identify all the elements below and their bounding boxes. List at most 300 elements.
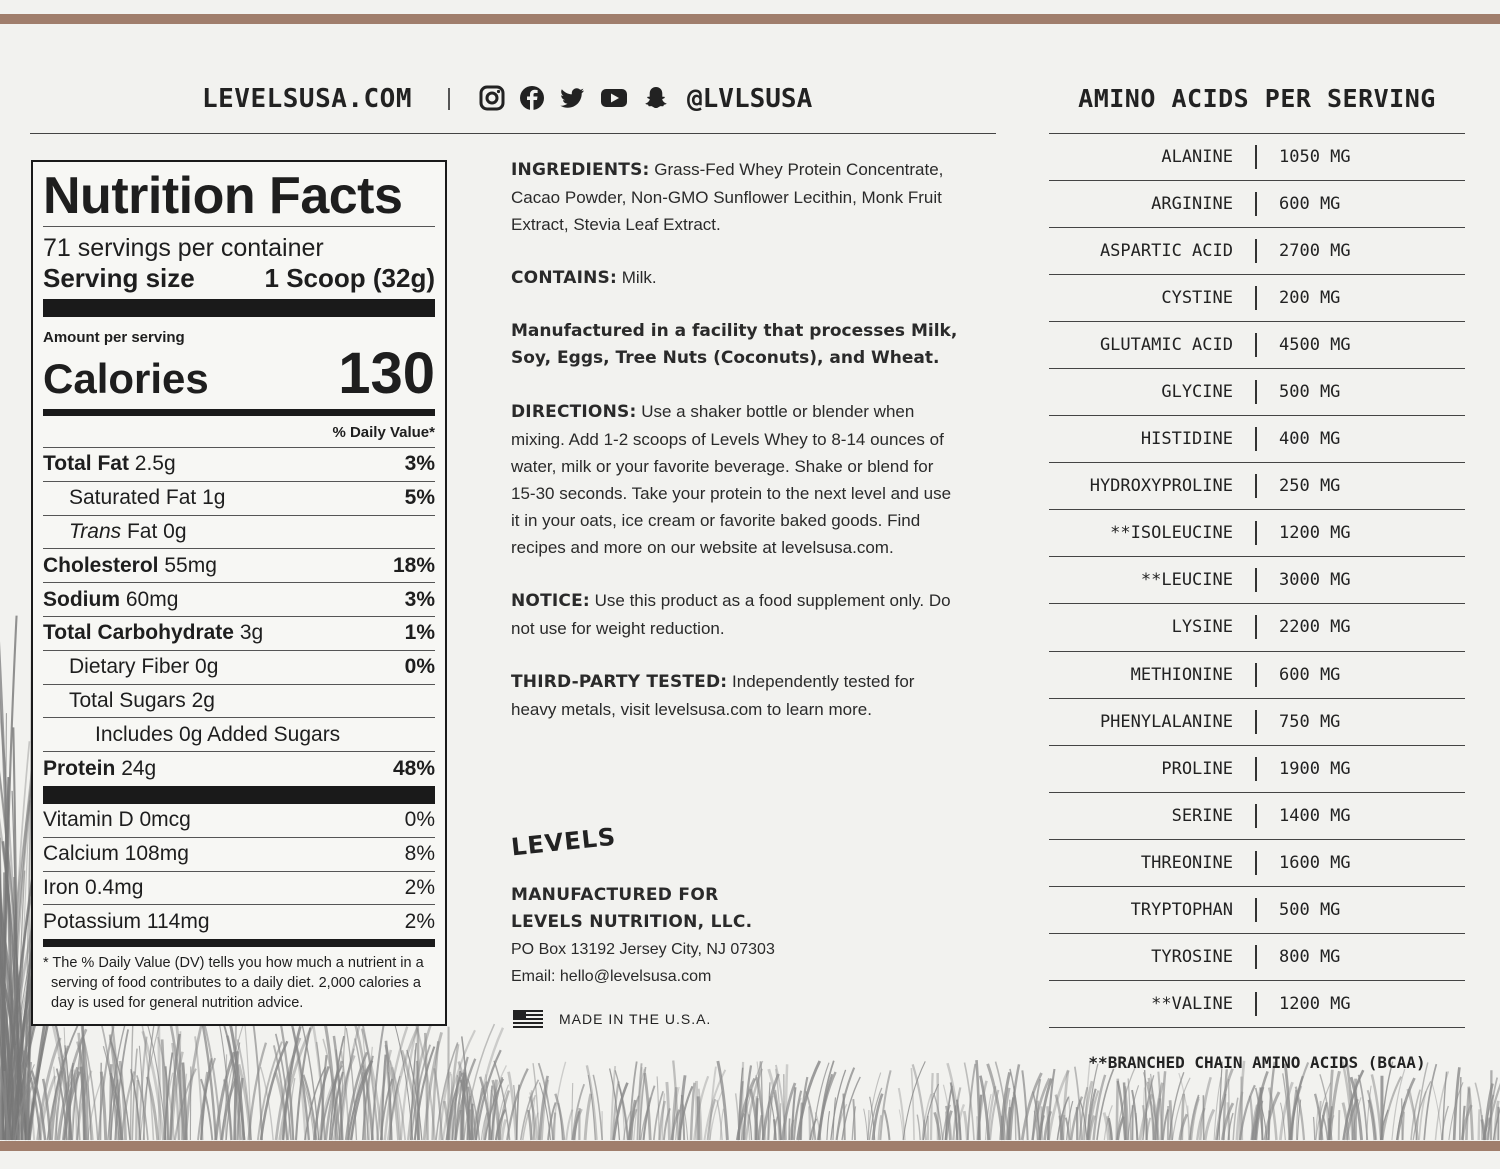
amino-value: 2700 MG <box>1279 241 1351 262</box>
grass-blade <box>165 1052 172 1140</box>
grass-blade <box>289 1014 309 1140</box>
grass-blade <box>88 1076 103 1140</box>
grass-blade <box>1409 1087 1416 1140</box>
grass-blade <box>1460 1077 1461 1140</box>
grass-blade <box>903 1061 925 1140</box>
grass-blade <box>789 1118 790 1140</box>
grass-blade <box>813 1063 829 1140</box>
nutrient-amount: 3g <box>239 621 264 645</box>
grass-blade <box>55 1046 67 1140</box>
grass-blade <box>1403 1112 1404 1140</box>
ingredients-block <box>511 156 961 238</box>
grass-blade <box>530 1092 535 1140</box>
grass-blade <box>1089 1116 1094 1140</box>
grass-blade <box>955 1105 957 1140</box>
grass-blade <box>476 1050 501 1140</box>
grass-blade <box>15 1064 34 1140</box>
snapchat-icon[interactable] <box>642 84 670 112</box>
grass-blade <box>365 1070 373 1140</box>
grass-blade <box>171 1052 182 1140</box>
grass-blade <box>951 1082 958 1140</box>
social-handle[interactable]: @LVLSUSA <box>687 84 813 114</box>
grass-blade <box>65 1045 71 1140</box>
amino-divider <box>1255 474 1257 498</box>
amino-value: 1200 MG <box>1279 993 1351 1014</box>
amino-value: 500 MG <box>1279 899 1341 920</box>
notice-label: NOTICE: <box>511 591 590 611</box>
daily-value-header: % Daily Value* <box>43 416 435 448</box>
grass-blade <box>57 1069 67 1140</box>
amino-row <box>1049 322 1465 369</box>
grass-blade <box>718 1061 728 1140</box>
grass-blade <box>1163 1109 1168 1140</box>
grass-blade <box>407 1050 422 1140</box>
grass-blade <box>911 1068 914 1140</box>
grass-blade <box>416 1024 435 1140</box>
made-in-usa <box>513 1010 711 1028</box>
grass-blade <box>988 1064 1003 1140</box>
grass-blade <box>673 1087 677 1140</box>
grass-blade <box>1443 1072 1447 1140</box>
nutrient-name: Total Sugars <box>69 688 186 712</box>
grass-blade <box>0 662 9 1140</box>
amino-divider <box>1255 568 1257 592</box>
grass-blade <box>1033 1091 1040 1140</box>
grass-blade <box>1153 1105 1154 1140</box>
grass-blade <box>1368 1090 1377 1140</box>
vitamin-name: Calcium 108mg <box>43 842 189 866</box>
grass-blade <box>491 1077 502 1140</box>
header-divider <box>448 88 450 110</box>
grass-blade <box>1118 1116 1124 1140</box>
grass-blade <box>336 1049 342 1140</box>
grass-blade <box>1256 1088 1263 1140</box>
amino-table <box>1049 133 1465 1028</box>
grass-blade <box>1071 1097 1082 1140</box>
grass-blade <box>77 1042 92 1140</box>
amino-row <box>1049 463 1465 510</box>
nutrient-amount: 2g <box>191 688 215 712</box>
thick-divider <box>43 786 435 804</box>
amino-row <box>1049 557 1465 604</box>
amino-row <box>1049 510 1465 557</box>
nutrient-row-cholesterol <box>43 549 435 583</box>
grass-blade <box>224 1079 231 1140</box>
grass-blade <box>618 1084 628 1140</box>
website-link[interactable]: LEVELSUSA.COM <box>202 84 412 114</box>
amino-value: 500 MG <box>1279 382 1341 403</box>
grass-blade <box>1296 1087 1304 1140</box>
amino-value: 1400 MG <box>1279 805 1351 826</box>
grass-blade <box>3 713 6 1140</box>
amino-name: SERINE <box>1171 805 1233 826</box>
grass-blade <box>300 1016 319 1140</box>
grass-blade <box>644 1086 655 1140</box>
bcaa-footnote: **BRANCHED CHAIN AMINO ACIDS (BCAA) <box>1088 1053 1426 1072</box>
grass-blade <box>141 1016 154 1140</box>
calories-row <box>43 340 435 407</box>
grass-blade <box>1280 1082 1292 1140</box>
grass-blade <box>664 1108 670 1140</box>
grass-blade <box>303 1075 316 1140</box>
ingredients-text: Grass-Fed Whey Protein Concentrate, Cacao Powder, Non-GMO Sunflower Lecithin, Monk Fruit Extract, Stevia Leaf Extract. <box>511 160 944 234</box>
grass-blade <box>131 1069 140 1140</box>
grass-blade <box>237 1039 251 1140</box>
grass-blade <box>440 1072 451 1140</box>
grass-blade <box>1316 1083 1331 1140</box>
vitamin-row <box>43 905 435 939</box>
grass-blade <box>283 1056 293 1140</box>
nutrient-amount: 0g <box>163 519 187 543</box>
grass-blade <box>743 1100 746 1140</box>
grass-blade <box>1359 1075 1368 1140</box>
grass-blade <box>1080 1087 1088 1140</box>
grass-blade <box>226 1054 227 1140</box>
grass-blade <box>641 1105 650 1140</box>
grass-blade <box>1323 1115 1328 1140</box>
grass-blade <box>1088 1089 1096 1140</box>
grass-blade <box>283 1026 300 1140</box>
grass-blade <box>880 1070 890 1140</box>
grass-blade <box>16 871 24 1140</box>
tested-label: THIRD-PARTY TESTED: <box>511 672 728 692</box>
nutrient-pct: 3% <box>404 452 435 476</box>
grass-blade <box>761 1061 763 1140</box>
grass-blade <box>1320 1074 1332 1140</box>
grass-blade <box>0 760 11 1140</box>
grass-blade <box>59 1057 71 1140</box>
grass-blade <box>1061 1115 1064 1140</box>
amino-value: 400 MG <box>1279 429 1341 450</box>
mfg-email[interactable]: Email: hello@levelsusa.com <box>511 968 712 985</box>
nutrient-name: Total Fat <box>43 452 129 476</box>
grass-blade <box>613 1081 619 1140</box>
grass-blade <box>995 1062 1008 1140</box>
grass-blade <box>1330 1071 1339 1140</box>
grass-blade <box>0 1046 1 1140</box>
grass-blade <box>3 872 5 1140</box>
grass-blade <box>1285 1064 1290 1140</box>
amino-row <box>1049 840 1465 887</box>
grass-blade <box>0 583 12 1140</box>
grass-blade <box>643 1098 650 1140</box>
grass-blade <box>12 791 19 1140</box>
grass-blade <box>372 1012 386 1140</box>
contains-block <box>511 264 961 292</box>
amino-name: **VALINE <box>1151 993 1233 1014</box>
nutrient-row-total-carbohydrate <box>43 617 435 651</box>
grass-blade <box>815 1112 820 1140</box>
grass-blade <box>496 1110 505 1140</box>
grass-blade <box>0 680 27 1140</box>
grass-blade <box>216 1052 234 1140</box>
grass-blade <box>494 1061 509 1140</box>
instagram-icon[interactable] <box>478 84 506 112</box>
grass-blade <box>293 1028 306 1140</box>
grass-blade <box>611 1066 615 1140</box>
grass-blade <box>101 1024 117 1140</box>
grass-blade <box>110 1039 130 1140</box>
grass-blade <box>472 1104 473 1140</box>
grass-blade <box>82 1021 88 1140</box>
grass-blade <box>1069 1096 1071 1140</box>
amino-value: 1200 MG <box>1279 523 1351 544</box>
bottom-band <box>0 1141 1500 1151</box>
grass-blade <box>415 1047 435 1140</box>
grass-blade <box>800 1077 807 1140</box>
grass-blade <box>120 1061 126 1140</box>
grass-blade <box>614 1083 628 1140</box>
grass-blade <box>631 1100 635 1140</box>
grass-blade <box>1432 1082 1442 1140</box>
grass-blade <box>645 1073 651 1140</box>
grass-blade <box>746 1069 762 1140</box>
nutrient-amount: 1g <box>202 486 226 510</box>
grass-blade <box>137 1075 148 1140</box>
grass-blade <box>1205 1110 1214 1140</box>
grass-blade <box>1227 1102 1228 1140</box>
nutrient-pct: 18% <box>392 553 435 577</box>
grass-blade <box>1214 1077 1221 1140</box>
grass-blade <box>226 1043 239 1140</box>
grass-blade <box>710 1067 716 1140</box>
grass-blade <box>775 1090 779 1140</box>
grass-blade <box>870 1097 875 1140</box>
grass-blade <box>1314 1117 1315 1140</box>
grass-blade <box>0 648 23 1140</box>
vitamin-name: Iron 0.4mg <box>43 875 144 899</box>
grass-blade <box>0 641 7 1140</box>
grass-blade <box>1297 1100 1300 1140</box>
grass-blade <box>84 1035 91 1140</box>
grass-blade <box>1291 1076 1303 1140</box>
directions-text: Use a shaker bottle or blender when mixing. Add 1-2 scoops of Levels Whey to 8-14 ounces of water, milk or your favorite beverage. Shake or blend for 15-30 seconds. Take your protein to the next level and use it in your oats, ice cream or favorite baked goods. Find recipes and more on our website at levelsusa.com. <box>511 402 952 557</box>
grass-blade <box>0 683 15 1140</box>
grass-blade <box>353 1016 373 1140</box>
grass-blade <box>554 1113 555 1140</box>
grass-blade <box>935 1112 940 1140</box>
grass-blade <box>1381 1062 1393 1140</box>
grass-blade <box>0 720 15 1140</box>
grass-blade <box>326 1061 342 1140</box>
grass-blade <box>801 1103 802 1140</box>
grass-blade <box>401 1028 417 1140</box>
grass-blade <box>79 1033 85 1140</box>
grass-blade <box>60 1079 72 1140</box>
grass-blade <box>806 1091 816 1140</box>
grass-blade <box>139 1037 146 1140</box>
nutrient-amount: 24g <box>121 757 157 781</box>
grass-blade <box>1296 1098 1298 1140</box>
grass-blade <box>280 1026 312 1140</box>
grass-blade <box>1283 1073 1289 1140</box>
grass-blade <box>770 1096 776 1140</box>
vitamin-row <box>43 838 435 872</box>
grass-blade <box>103 1046 119 1140</box>
grass-blade <box>507 1069 528 1140</box>
grass-blade <box>418 1022 419 1140</box>
grass-blade <box>493 1080 500 1140</box>
grass-blade <box>18 1078 36 1140</box>
amino-value: 4500 MG <box>1279 335 1351 356</box>
grass-blade <box>1240 1085 1255 1140</box>
facebook-icon[interactable] <box>518 84 546 112</box>
grass-blade <box>388 1028 417 1140</box>
calories-label: Calories <box>43 355 209 402</box>
grass-blade <box>988 1086 995 1140</box>
directions-label: DIRECTIONS: <box>511 402 637 422</box>
grass-blade <box>698 1096 699 1140</box>
grass-blade <box>143 1031 164 1140</box>
grass-blade <box>852 1106 855 1140</box>
grass-blade <box>1010 1069 1020 1140</box>
grass-blade <box>964 1063 974 1140</box>
grass-blade <box>1197 1108 1204 1140</box>
grass-blade <box>50 1012 70 1140</box>
grass-blade <box>739 1081 743 1140</box>
grass-blade <box>780 1103 781 1140</box>
grass-blade <box>588 1075 595 1140</box>
grass-blade <box>411 1043 417 1140</box>
grass-blade <box>108 1025 125 1140</box>
grass-blade <box>1255 1087 1263 1140</box>
grass-blade <box>1424 1064 1436 1140</box>
grass-blade <box>1397 1102 1405 1140</box>
grass-blade <box>1147 1118 1151 1140</box>
grass-blade <box>587 1065 597 1140</box>
youtube-icon[interactable] <box>598 84 630 112</box>
grass-blade <box>237 1078 242 1140</box>
grass-blade <box>359 1011 377 1140</box>
nutrient-name: Includes 0g Added Sugars <box>95 722 341 746</box>
grass-blade <box>946 1111 947 1140</box>
grass-blade <box>980 1076 988 1140</box>
us-flag-icon <box>513 1010 543 1028</box>
twitter-icon[interactable] <box>558 84 586 112</box>
grass-blade <box>1493 1086 1500 1140</box>
grass-blade <box>288 1072 293 1140</box>
grass-blade <box>1372 1074 1381 1140</box>
grass-blade <box>1268 1062 1274 1140</box>
grass-blade <box>0 623 26 1140</box>
grass-blade <box>572 1084 584 1140</box>
grass-blade <box>1463 1106 1465 1140</box>
grass-blade <box>1087 1064 1098 1140</box>
grass-blade <box>69 1065 72 1140</box>
grass-blade <box>417 1061 418 1140</box>
grass-blade <box>947 1063 960 1140</box>
grass-blade <box>1117 1079 1118 1140</box>
grass-blade <box>1145 1070 1147 1140</box>
top-band <box>0 14 1500 24</box>
grass-blade <box>833 1097 836 1140</box>
grass-blade <box>1381 1110 1388 1140</box>
grass-blade <box>1319 1101 1320 1140</box>
grass-blade <box>1352 1097 1361 1140</box>
grass-blade <box>73 1038 83 1140</box>
grass-blade <box>818 1072 835 1140</box>
grass-blade <box>837 1104 847 1140</box>
manufacturer-info <box>511 882 775 990</box>
grass-blade <box>744 1065 751 1140</box>
amino-value: 250 MG <box>1279 476 1341 497</box>
grass-blade <box>640 1067 642 1140</box>
grass-blade <box>566 1110 572 1140</box>
grass-blade <box>348 1061 371 1140</box>
grass-blade <box>1118 1081 1125 1140</box>
grass-blade <box>756 1075 764 1140</box>
nutrient-name-suffix: Fat <box>126 519 158 543</box>
grass-blade <box>311 1015 324 1140</box>
grass-blade <box>756 1098 757 1140</box>
grass-blade <box>818 1061 833 1140</box>
grass-blade <box>38 1038 61 1140</box>
amino-row <box>1049 887 1465 934</box>
grass-blade <box>1219 1062 1222 1140</box>
amino-value: 750 MG <box>1279 711 1341 732</box>
amino-value: 600 MG <box>1279 194 1341 215</box>
grass-blade <box>1442 1106 1449 1140</box>
grass-blade <box>1124 1082 1126 1140</box>
grass-blade <box>1339 1110 1340 1140</box>
amino-title: AMINO ACIDS PER SERVING <box>1078 84 1436 113</box>
amino-name: THREONINE <box>1140 852 1233 873</box>
grass-blade <box>843 1094 844 1140</box>
divider <box>43 226 435 227</box>
calories-value: 130 <box>338 341 435 406</box>
grass-blade <box>968 1064 976 1140</box>
nutrient-row-dietary-fiber <box>43 651 435 685</box>
grass-blade <box>1343 1070 1363 1140</box>
grass-blade <box>486 1074 490 1140</box>
grass-blade <box>717 1100 722 1140</box>
grass-blade <box>610 1068 620 1140</box>
grass-blade <box>1143 1072 1155 1140</box>
grass-blade <box>1151 1074 1157 1140</box>
amino-name: ARGININE <box>1151 194 1233 215</box>
grass-blade <box>474 1028 503 1140</box>
ingredients-label: INGREDIENTS: <box>511 160 650 180</box>
grass-blade <box>23 1051 40 1140</box>
grass-blade <box>528 1110 531 1140</box>
grass-blade <box>48 1025 78 1140</box>
grass-blade <box>339 1049 354 1140</box>
grass-blade <box>0 628 24 1140</box>
grass-blade <box>922 1094 931 1140</box>
grass-blade <box>621 1089 625 1140</box>
grass-blade <box>1419 1091 1426 1140</box>
grass-blade <box>25 1064 34 1140</box>
grass-blade <box>110 1064 111 1140</box>
amino-name: PROLINE <box>1161 758 1233 779</box>
amino-divider <box>1255 710 1257 734</box>
grass-blade <box>425 1033 427 1140</box>
grass-blade <box>244 1012 251 1140</box>
grass-blade <box>691 1083 694 1140</box>
grass-blade <box>533 1113 538 1140</box>
grass-blade <box>433 1041 439 1140</box>
grass-blade <box>1040 1079 1052 1140</box>
grass-blade <box>946 1106 950 1140</box>
grass-blade <box>110 1035 119 1140</box>
grass-blade <box>446 1073 462 1140</box>
grass-blade <box>195 1036 203 1140</box>
grass-blade <box>1083 1081 1092 1140</box>
grass-blade <box>558 1103 562 1140</box>
grass-blade <box>1040 1115 1044 1140</box>
grass-blade <box>1125 1086 1128 1140</box>
grass-blade <box>9 800 30 1140</box>
